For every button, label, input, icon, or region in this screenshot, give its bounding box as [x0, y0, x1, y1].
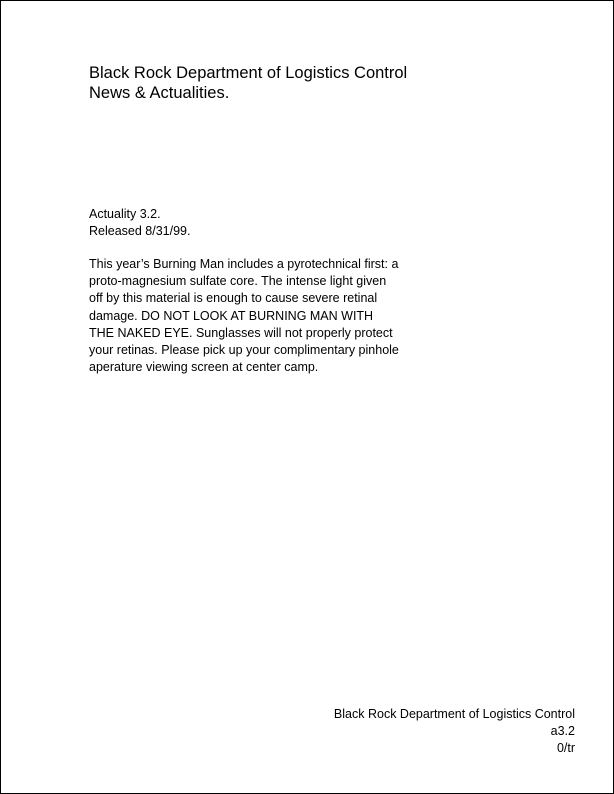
body-line: your retinas. Please pick up your complimentary pinhole: [89, 343, 399, 358]
release-date: Released 8/31/99.: [89, 224, 191, 238]
footer-code: a3.2: [550, 724, 575, 738]
document-meta: [89, 206, 549, 240]
footer-department: Black Rock Department of Logistics Control: [333, 707, 575, 721]
body-line: THE NAKED EYE. Sunglasses will not properly protect: [89, 325, 393, 340]
document-footer: [334, 706, 575, 757]
body-paragraph: [89, 256, 549, 376]
footer-initials: 0/tr: [556, 741, 575, 755]
body-line: proto-magnesium sulfate core. The intense light given: [89, 274, 387, 289]
document-header: [89, 63, 549, 103]
header-title-line-1: Black Rock Department of Logistics Control: [89, 64, 408, 82]
body-line: This year’s Burning Man includes a pyrotechnical first: a: [89, 257, 399, 271]
body-line: off by this material is enough to cause severe retinal: [89, 291, 378, 306]
actuality-number: Actuality 3.2.: [89, 207, 161, 221]
body-line: damage. DO NOT LOOK AT BURNING MAN WITH: [89, 308, 374, 323]
header-title-line-2: News & Actualities.: [89, 84, 230, 102]
body-line: aperature viewing screen at center camp.: [89, 360, 319, 375]
